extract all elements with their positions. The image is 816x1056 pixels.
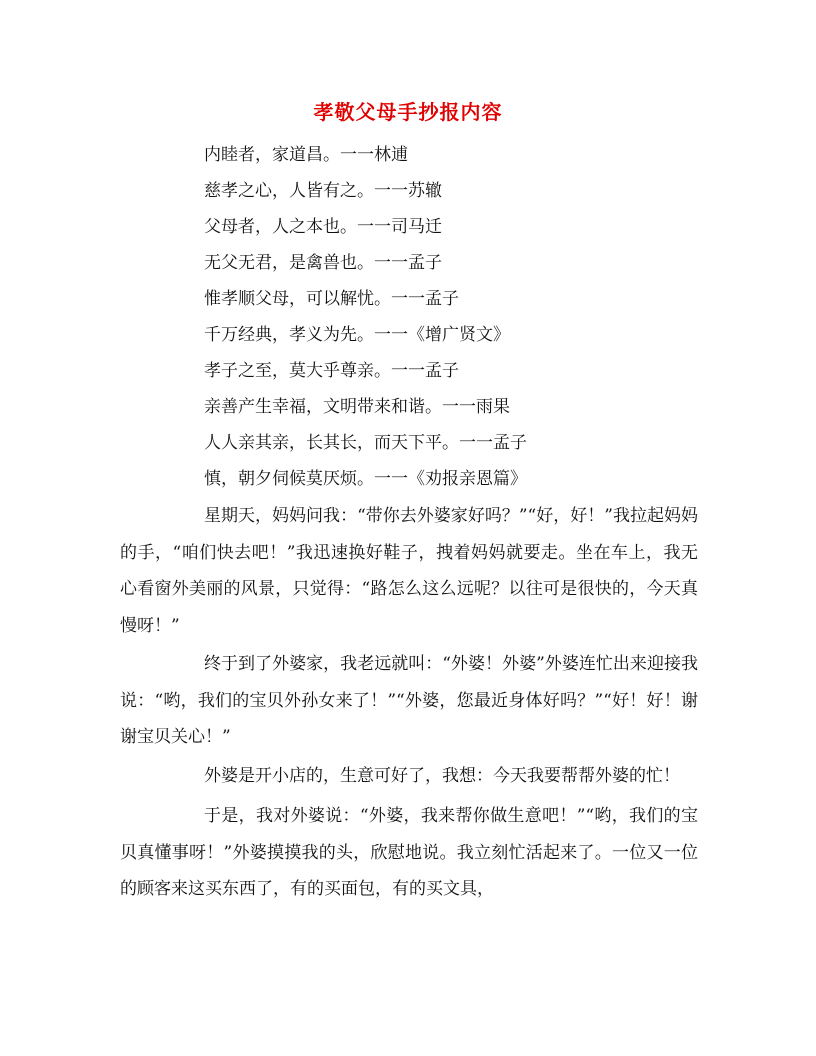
- quote-line: 内睦者，家道昌。一一林逋: [204, 145, 408, 165]
- quote-line: 千万经典，孝义为先。一一《增广贤文》: [204, 325, 510, 345]
- page-title: 孝敬父母手抄报内容: [313, 100, 503, 124]
- quote-line: 惟孝顺父母，可以解忧。一一孟子: [204, 289, 459, 309]
- story-paragraph: 终于到了外婆家，我老远就叫：“外婆！外婆”外婆连忙出来迎接我说：“哟，我们的宝贝外孙女来了！”“外婆，您最近身体好吗？”“好！好！谢谢宝贝关心！”: [120, 654, 698, 747]
- story-paragraph: 于是，我对外婆说：“外婆，我来帮你做生意吧！”“哟，我们的宝贝真懂事呀！”外婆摸摸我的头，欣慰地说。我立刻忙活起来了。一位又一位的顾客来这买东西了，有的买面包，有的买文具，: [120, 806, 698, 899]
- quote-line: 人人亲其亲，长其长，而天下平。一一孟子: [204, 433, 527, 453]
- quote-line: 亲善产生幸福，文明带来和谐。一一雨果: [204, 397, 510, 417]
- quote-line: 孝子之至，莫大乎尊亲。一一孟子: [204, 361, 459, 381]
- quote-line: 无父无君，是禽兽也。一一孟子: [204, 253, 442, 273]
- story-paragraph: 星期天，妈妈问我：“带你去外婆家好吗？”“好，好！”我拉起妈妈的手，“咱们快去吧！”我迅速换好鞋子，拽着妈妈就要走。坐在车上，我无心看窗外美丽的风景，只觉得：“路怎么这么远呢？以往可是很快的，今天真慢呀！”: [120, 506, 698, 636]
- quote-line: 父母者，人之本也。一一司马迁: [204, 217, 442, 237]
- quote-line: 慈孝之心，人皆有之。一一苏辙: [204, 181, 442, 201]
- quote-line: 慎，朝夕伺候莫厌烦。一一《劝报亲恩篇》: [204, 469, 527, 489]
- quote-list: [204, 137, 724, 497]
- story-body: [120, 498, 698, 909]
- story-paragraph: 外婆是开小店的，生意可好了，我想：今天我要帮帮外婆的忙！: [204, 765, 680, 786]
